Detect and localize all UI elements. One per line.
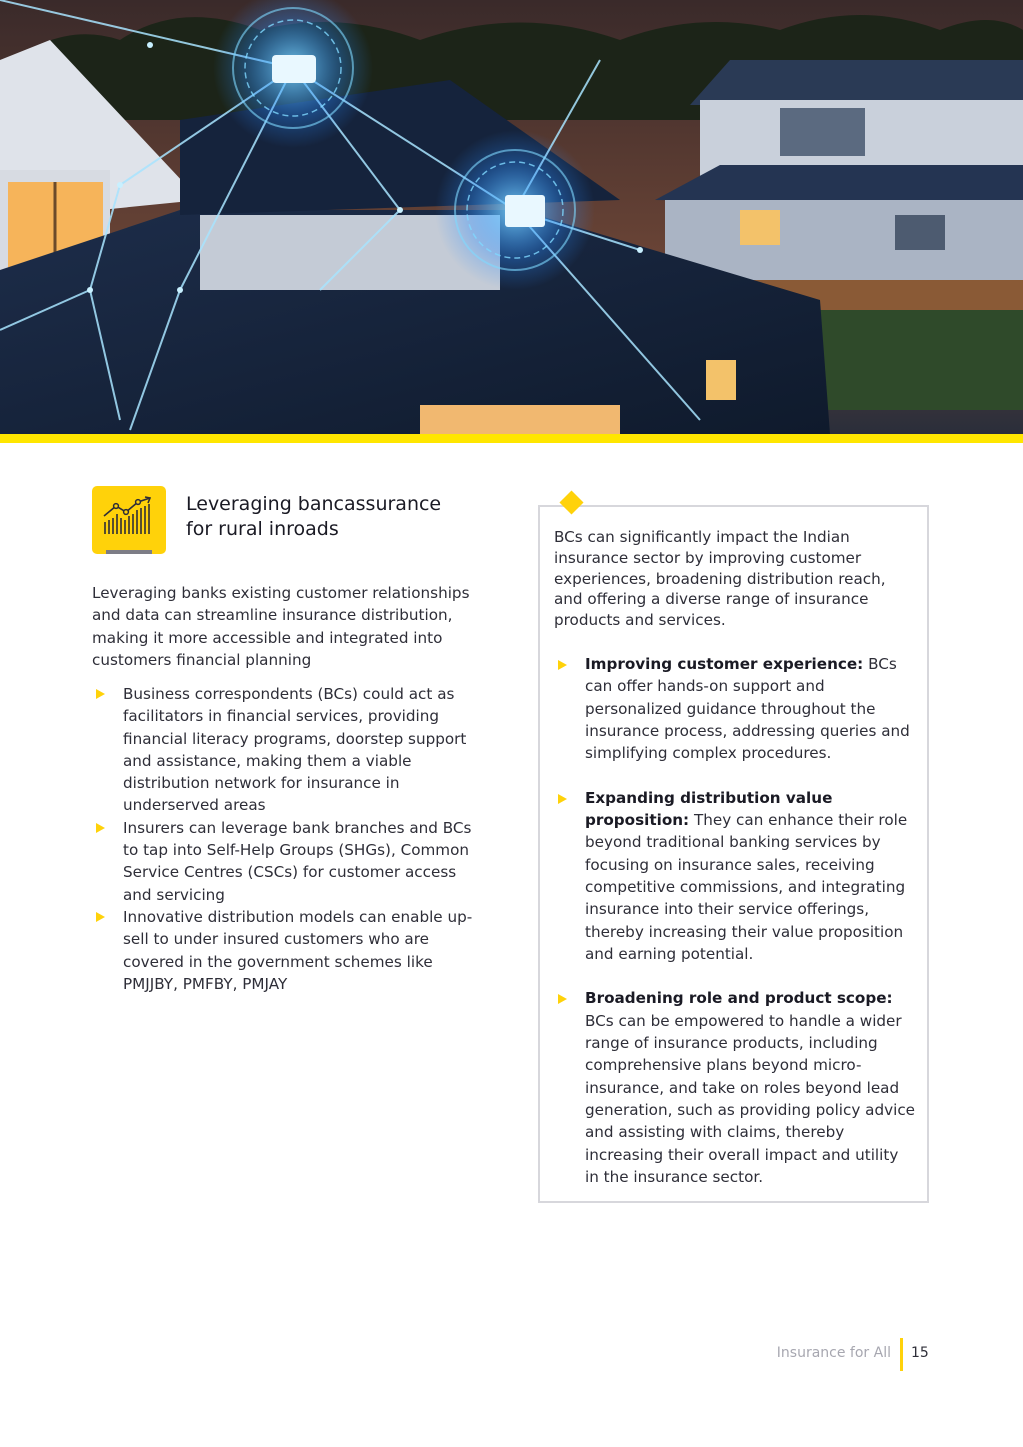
callout-bullet-list: [554, 653, 916, 1210]
footer-publication-title: Insurance for All: [776, 1345, 891, 1361]
hero-image: [0, 0, 1023, 434]
footer-divider: [900, 1338, 903, 1371]
page-number: 15: [911, 1345, 929, 1361]
triangle-bullet-icon: [96, 689, 105, 699]
list-item-title: Improving customer experience:: [585, 655, 864, 673]
list-item: [92, 817, 480, 906]
section-title-line-1: Leveraging bancassurance: [186, 493, 442, 515]
triangle-bullet-icon: [558, 660, 567, 670]
list-item-title: Expanding distribution value proposition:: [585, 788, 833, 830]
list-item-text: BCs can offer hands-on support and personalized guidance throughout the insurance process, addressing queries and simplifying complex procedures.: [585, 655, 910, 763]
list-item: [92, 906, 480, 995]
section-intro: Leveraging banks existing customer relationships and data can streamline insurance distribution, making it more accessible and integrated into customers financial planning: [92, 584, 470, 669]
triangle-bullet-icon: [96, 912, 105, 922]
list-item-text: BCs can be empowered to handle a wider range of insurance products, including comprehensive plans beyond micro-insurance, and take on roles beyond lead generation, such as providing policy advice and assisting with claims, thereby increasing their overall impact and utility in the insurance sector.: [585, 1011, 916, 1186]
callout-intro: BCs can significantly impact the Indian insurance sector by improving customer experiences, broadening distribution reach, and offering a diverse range of insurance products and services.: [554, 528, 886, 630]
list-item-text: Innovative distribution models can enable up-sell to under insured customers who are covered in the government schemes like PMJJBY, PMFBY, PMJAY: [123, 907, 473, 993]
section-bullet-list: [92, 683, 480, 995]
hero-illustration: [0, 0, 1023, 434]
list-item: [554, 787, 916, 965]
section-title: [186, 492, 476, 542]
section-title-line-2: for rural inroads: [186, 518, 339, 540]
list-item: [554, 987, 916, 1188]
triangle-bullet-icon: [558, 794, 567, 804]
list-item-text: Insurers can leverage bank branches and BCs to tap into Self-Help Groups (SHGs), Common Service Centres (CSCs) for customer access and servicing: [123, 818, 472, 904]
list-item-text: They can enhance their role beyond traditional banking services by focusing on insurance sales, receiving competitive commissions, and integrating insurance into their service offerings, thereby increasing their value proposition and earning potential.: [585, 811, 908, 963]
growth-chart-icon: [92, 486, 166, 554]
list-item-title: Broadening role and product scope:: [585, 989, 893, 1008]
list-item: [92, 683, 480, 817]
triangle-bullet-icon: [96, 823, 105, 833]
hero-accent-bar: [0, 434, 1023, 443]
list-item-text: Business correspondents (BCs) could act as facilitators in financial services, providing financial literacy programs, doorstep support and assistance, making them a viable distribution network for insurance in underserved areas: [123, 685, 467, 815]
list-item: [554, 653, 916, 764]
triangle-bullet-icon: [558, 994, 567, 1004]
